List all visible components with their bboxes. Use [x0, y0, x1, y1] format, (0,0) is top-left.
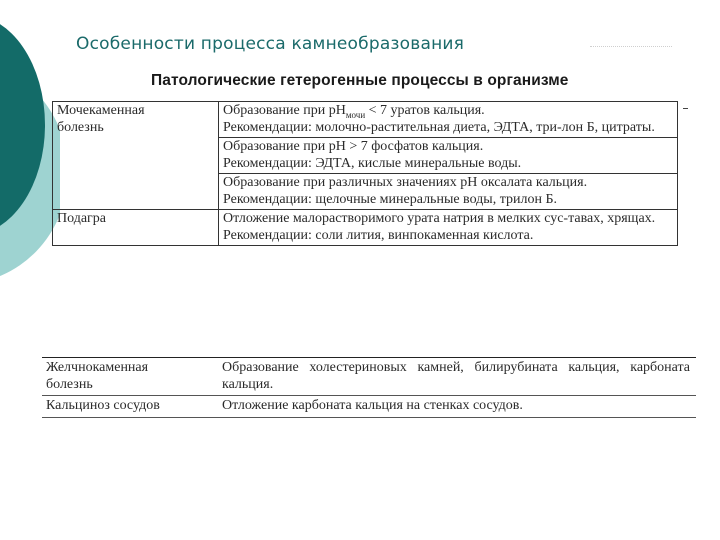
disease-name-line: болезнь	[46, 376, 93, 392]
formation-text: Образование при различных значениях pH оксалата кальция.	[223, 175, 588, 190]
formation-text: Образование при pH > 7 фосфатов кальция.	[223, 139, 484, 154]
formation-text: Отложение малорастворимого урата натрия в мелких сус-тавах, хрящах.	[223, 211, 656, 226]
disease-cell: Подагра	[53, 210, 219, 246]
disease-cell: Кальциноз сосудов	[42, 396, 216, 418]
table-row	[42, 396, 696, 418]
faint-scan-artifact	[590, 46, 672, 51]
description-cell	[219, 102, 678, 138]
recommendation-text: Рекомендации: соли лития, винпокаменная кислота.	[223, 227, 534, 243]
description-cell	[219, 138, 678, 174]
description-cell: Отложение карбоната кальция на стенках сосудов.	[216, 396, 696, 418]
document-heading: Патологические гетерогенные процессы в организме	[151, 72, 569, 89]
description-cell	[219, 210, 678, 246]
slide-decoration-arcs	[0, 0, 60, 300]
formation-text: Образование при $pH_{мочи} < 7$ уратов кальция.	[223, 103, 485, 120]
disease-name-line: Желчнокаменная	[46, 360, 149, 375]
disease-cell	[42, 358, 216, 396]
pathology-table-continued	[42, 357, 696, 418]
slide-title: Особенности процесса камнеобразования	[76, 34, 465, 54]
description-cell	[219, 174, 678, 210]
dash-mark	[683, 108, 688, 109]
table-row	[53, 210, 678, 246]
table-row	[42, 358, 696, 396]
recommendation-text: Рекомендации: ЭДТА, кислые минеральные воды.	[223, 155, 522, 171]
pathology-table	[52, 101, 678, 246]
ph-subscript: мочи	[345, 109, 366, 120]
disease-name-line: болезнь	[57, 119, 104, 135]
description-cell: Образование холестериновых камней, билирубината кальция, карбоната кальция.	[216, 358, 696, 396]
recommendation-text: Рекомендации: щелочные минеральные воды, трилон Б.	[223, 191, 557, 207]
disease-name-line: Мочекаменная	[57, 103, 145, 118]
table-row	[53, 102, 678, 138]
recommendation-text: Рекомендации: молочно-растительная диета, ЭДТА, три-лон Б, цитраты.	[223, 119, 655, 135]
disease-cell	[53, 102, 219, 210]
